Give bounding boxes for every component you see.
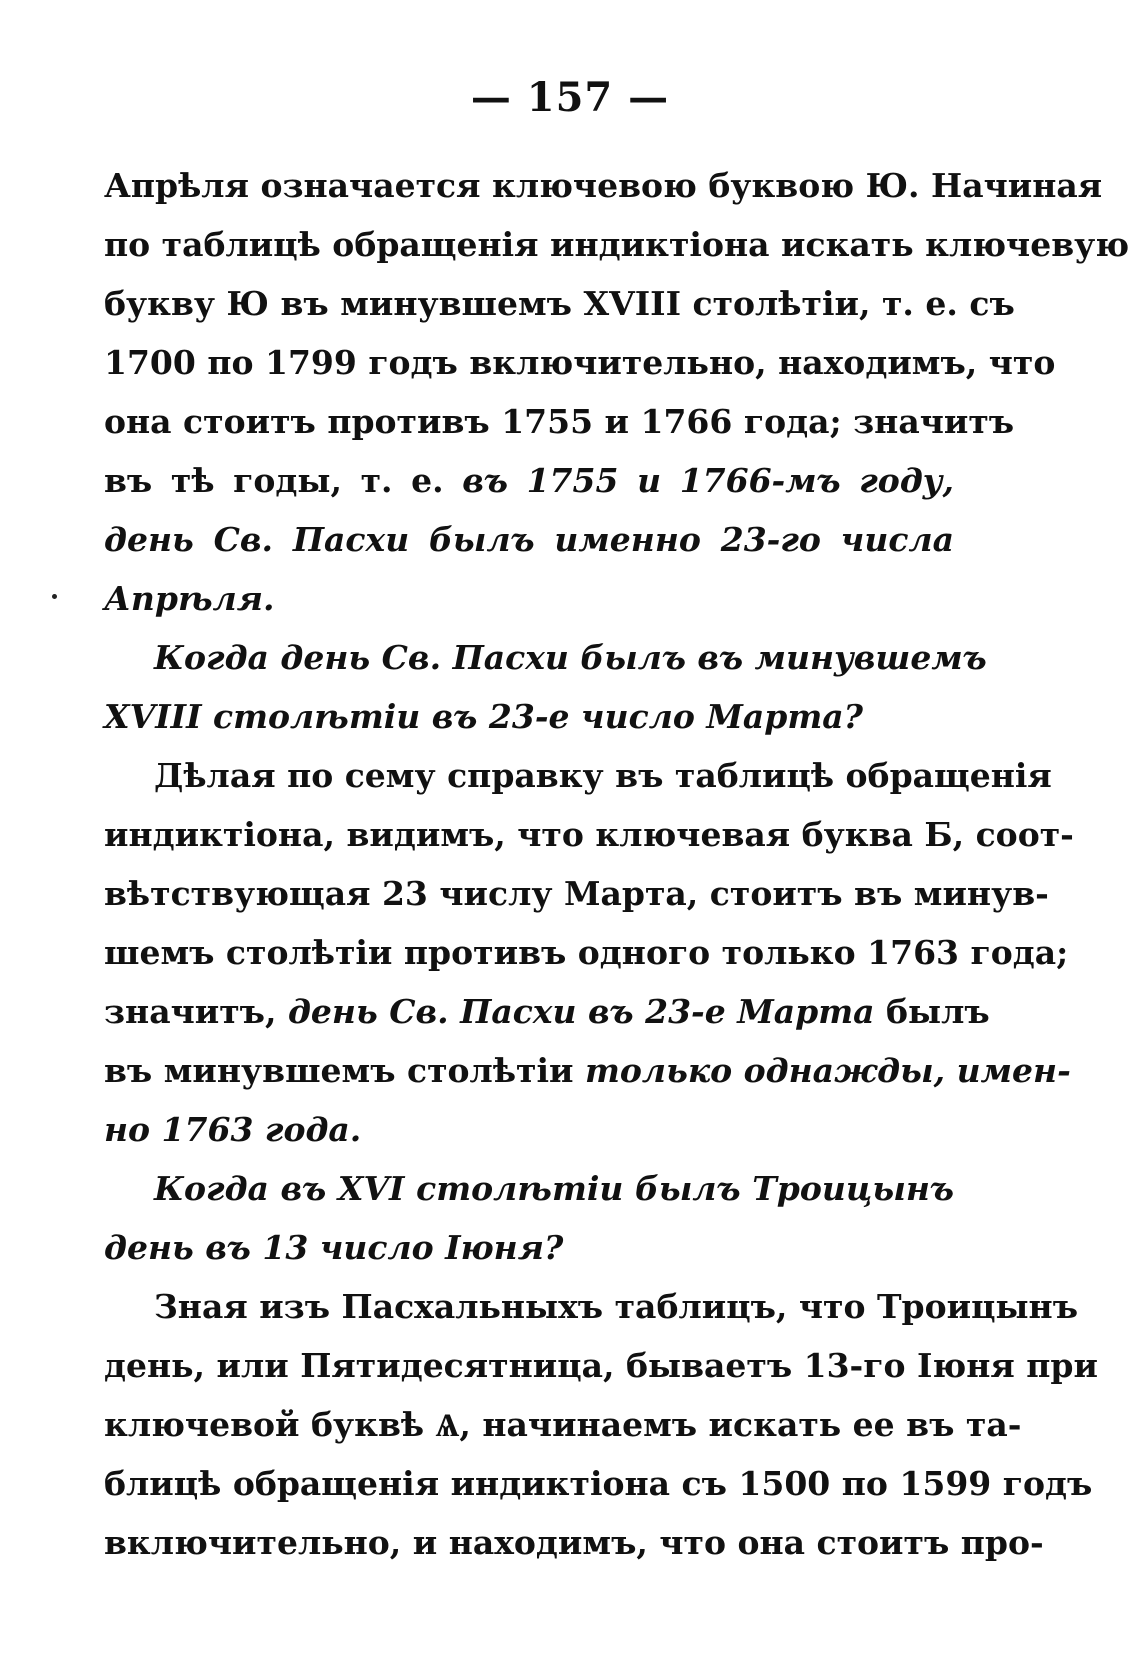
text-run: Апрѣля означается ключевою буквою Ю. Начиная <box>104 166 1103 205</box>
text-line <box>104 1513 1044 1572</box>
text-run: въ минувшемъ столѣтіи <box>104 1051 585 1090</box>
italic-text: Апрѣля. <box>104 579 275 618</box>
text-run: по таблицѣ обращенія индиктіона искать ключевую <box>104 225 1130 264</box>
text-line <box>104 628 987 687</box>
text-run: шемъ столѣтіи противъ одного только 1763 года; <box>104 933 1069 972</box>
text-line <box>104 1277 1079 1336</box>
text-line <box>104 392 1015 451</box>
text-line <box>104 864 1049 923</box>
text-line <box>104 569 954 628</box>
italic-text: только однажды, имен- <box>584 1051 1071 1090</box>
text-run: букву Ю въ минувшемъ XVIII столѣтіи, т. е. съ <box>104 284 1015 323</box>
text-line <box>104 1454 1093 1513</box>
italic-text: въ 1755 и 1766-мъ году, <box>462 461 954 500</box>
text-run: былъ <box>874 992 990 1031</box>
text-line <box>104 156 1103 215</box>
text-line <box>104 451 954 510</box>
text-run: значитъ, <box>104 992 288 1031</box>
text-line <box>104 1041 1071 1100</box>
text-line <box>104 982 990 1041</box>
italic-text: день Св. Пасхи въ 23-е Марта <box>287 992 875 1031</box>
text-line <box>104 510 954 569</box>
text-line <box>104 687 954 746</box>
text-line <box>104 1336 1098 1395</box>
text-line <box>104 1100 954 1159</box>
italic-text: XVIII столѣтіи въ 23-е число Марта? <box>104 697 863 736</box>
margin-dot <box>52 594 57 599</box>
text-run: Зная изъ Пасхальныхъ таблицъ, что Троицынъ <box>154 1287 1079 1326</box>
italic-text: но 1763 года. <box>104 1110 362 1149</box>
page-number: — 157 — <box>470 74 670 121</box>
text-line <box>104 746 1052 805</box>
text-line <box>104 274 1015 333</box>
text-line <box>104 923 1069 982</box>
text-run: 1700 по 1799 годъ включительно, находимъ, что <box>104 343 1056 382</box>
text-line <box>104 1395 1022 1454</box>
italic-text: Когда въ XVI столѣтіи былъ Троицынъ <box>154 1169 954 1208</box>
text-line <box>104 215 1130 274</box>
text-run: включительно, и находимъ, что она стоитъ про- <box>104 1523 1044 1562</box>
text-line <box>104 333 1056 392</box>
text-line <box>104 1218 954 1277</box>
text-run: ключевой буквѣ Ѧ, начинаемъ искать ее въ та- <box>104 1405 1022 1444</box>
italic-text: день Св. Пасхи былъ именно 23-го числа <box>104 520 954 559</box>
text-run: блицѣ обращенія индиктіона съ 1500 по 1599 годъ <box>104 1464 1093 1503</box>
text-run: вѣтствующая 23 числу Марта, стоитъ въ минув- <box>104 874 1049 913</box>
text-run: индиктіона, видимъ, что ключевая буква Б, соот- <box>104 815 1074 854</box>
italic-text: Когда день Св. Пасхи былъ въ минувшемъ <box>154 638 987 677</box>
body-text <box>104 156 1130 1572</box>
text-run: день, или Пятидесятница, бываетъ 13-го Іюня при <box>104 1346 1098 1385</box>
text-run: она стоитъ противъ 1755 и 1766 года; значитъ <box>104 402 1015 441</box>
text-line <box>104 1159 954 1218</box>
text-line <box>104 805 1074 864</box>
text-run: въ тѣ годы, т. е. <box>104 461 463 500</box>
italic-text: день въ 13 число Іюня? <box>104 1228 564 1267</box>
text-run: Дѣлая по сему справку въ таблицѣ обращенія <box>154 756 1052 795</box>
